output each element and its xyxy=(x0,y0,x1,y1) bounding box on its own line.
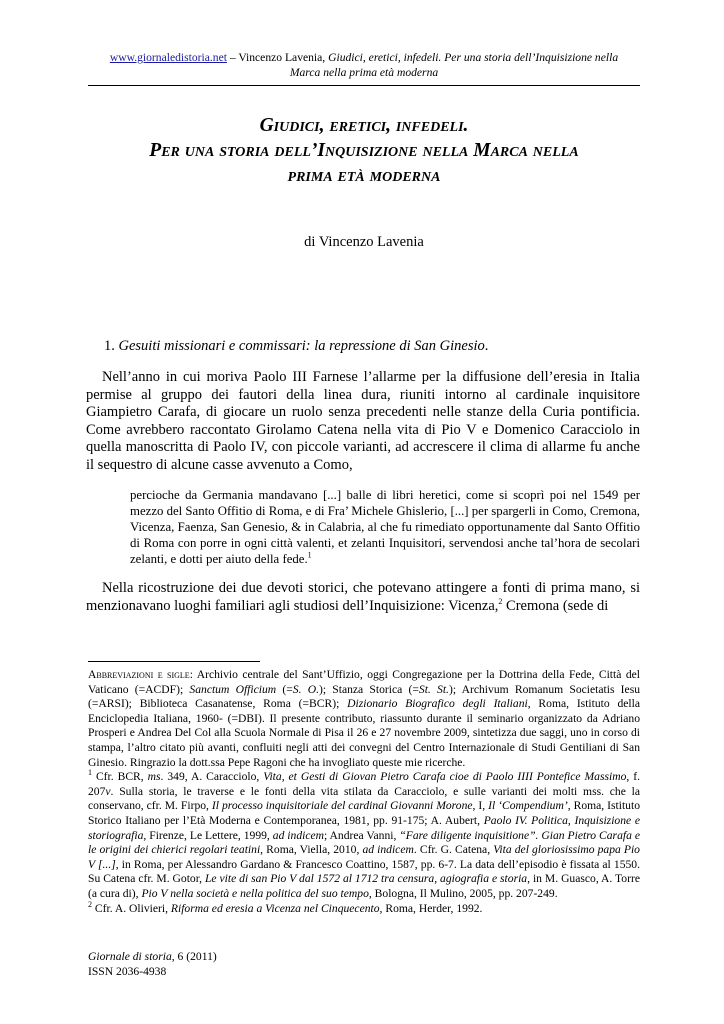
running-header xyxy=(88,50,640,80)
running-head-author: Vincenzo Lavenia, xyxy=(238,51,329,64)
section-heading: 1. Gesuiti missionari e commissari: la repressione di San Ginesio. xyxy=(104,338,489,354)
journal-website-link[interactable]: www.giornaledistoria.net xyxy=(109,51,227,64)
footnote-abbreviations: Abbreviazioni e sigle: Archivio centrale del Sant’Uffizio, oggi Congregazione per la Dottrina della Fede, Città del Vaticano (=ACDF); Sanctum Officium (=S. O.); Stanza Storica (=St. St.); Archivum Romanum Societatis Iesu (=ARSI); Biblioteca Casanatense, Roma (=BCR); Dizionario Biografico degli Italiani, Roma, Istituto della Enciclopedia Italiana, 1960- (=DBI). Il presente contributo, riassunto durante il seminario organizzato da Adriano Prosperi e Andrea Del Col alla Scuola Normale di Pisa il 26 e 27 novembre 2009, sintetizza due saggi, uno in corso di stampa, l’altro citato più avanti, confluiti negli atti dei convegni del Centro Internazionale di Studi Gentiliani di San Ginesio. Ringrazio la dott.ssa Pepe Ragoni che ha invogliato queste mie ricerche. xyxy=(88,668,641,769)
running-head-dash: – xyxy=(226,51,239,64)
section-number: 1. xyxy=(104,338,119,354)
abbreviations-label: Abbreviazioni e sigle xyxy=(88,668,190,681)
footnote-number: 1 xyxy=(88,768,92,778)
footnote-2: $^2$ Cfr. A. Olivieri, Riforma ed eresia a Vicenza nel Cinquecento, Roma, Herder, 1992. xyxy=(88,899,483,915)
body-paragraph-2: Nella ricostruzione dei due devoti storici, che potevano attingere a fonti di prima mano, si menzionavano luoghi familiari agli studiosi dell’Inquisizione: Vicenza,$^2$ Cremona (sede di xyxy=(86,580,640,614)
running-head-title-line2: Marca nella prima età moderna xyxy=(289,66,439,79)
footnote-divider xyxy=(88,661,260,662)
journal-footer xyxy=(88,950,388,979)
footnote-ref-1[interactable]: 1 xyxy=(307,550,312,560)
article-title xyxy=(88,113,640,188)
footnote-number: 2 xyxy=(88,899,92,909)
running-head-title-line1: Giudici, eretici, infedeli. Per una storia dell’Inquisizione nella xyxy=(328,51,619,64)
header-divider xyxy=(88,85,640,86)
journal-issn: ISSN 2036-4938 xyxy=(88,964,167,978)
quote-text: percioche da Germania mandavano [...] balle di libri heretici, come si scoprì poi nel 1549 per mezzo del Santo Offitio di Roma, e di Fra’ Michele Ghislerio, [...] per spargerli in Como, Cremona, Vicenza, Faenza, San Genesio, & in Calabria, al che fu rimediato opportunamente dal Santo Offitio di Roma con porre in ogni città valenti, et zelanti Inquisitori, servendosi anche tal’hora de secolari zelanti, e dotti per aiuto della fede. xyxy=(130,488,640,566)
block-quote xyxy=(130,487,640,567)
title-line-3: prima età moderna xyxy=(287,165,441,186)
author-byline: di Vincenzo Lavenia xyxy=(304,234,424,250)
footnote-ref-2[interactable]: 2 xyxy=(498,596,503,606)
body-paragraph-1: Nell’anno in cui moriva Paolo III Farnese l’allarme per la diffusione dell’eresia in Italia permise al gruppo dei fautori della linea dura, riuniti intorno al cardinale inquisitore Giampietro Carafa, di giocare un ruolo senza precedenti nelle stanze della Curia pontificia. Come avrebbero raccontato Girolamo Catena nella vita di Pio V e Domenico Caracciolo in quella manoscritta di Paolo IV, con piccole varianti, ad accrescere il clima di allarme fu anche il sequestro di alcune casse avvenuto a Como, xyxy=(86,369,640,473)
title-line-1: Giudici, eretici, infedeli. xyxy=(259,115,469,136)
footnote-1: $^1$ Cfr. BCR, ms. 349, A. Caracciolo, Vita, et Gesti di Giovan Pietro Carafa cioe di Paolo IIII Pontefice Massimo, f. 207v. Sulla storia, le traverse e le fonti della vita stilata da Caracciolo, e sulle varianti dei molti mss. che la conservano, cfr. M. Firpo, Il processo inquisitoriale del cardinal Giovanni Morone, I, Il ‘Compendium’, Roma, Istituto Storico Italiano per l’Età Moderna e Contemporanea, 1981, pp. 91-175; A. Aubert, Paolo IV. Politica, Inquisizione e storiografia, Firenze, Le Lettere, 1999, ad indicem; Andrea Vanni, “Fare diligente inquisitione”. Gian Pietro Carafa e le origini dei chierici regolari teatini, Roma, Viella, 2010, ad indicem. Cfr. G. Catena, Vita del gloriosissimo papa Pio V [...], in Roma, per Alessandro Gardano & Francesco Coattino, 1587, pp. 6-7. La data dell’episodio è fissata al 1550. Su Catena cfr. M. Gotor, Le vite di san Pio V dal 1572 al 1712 tra censura, agiografia e storia, in M. Guasco, A. Torre (a cura di), Pio V nella società e nella politica del suo tempo, Bologna, Il Mulino, 2005, pp. 207-249. xyxy=(88,768,641,900)
section-title: Gesuiti missionari e commissari: la repressione di San Ginesio xyxy=(118,338,485,354)
title-line-2: Per una storia dell’Inquisizione nella Marca nella xyxy=(149,140,579,161)
journal-name: Giornale di storia xyxy=(88,950,172,963)
journal-issue: , 6 (2011) xyxy=(171,950,217,963)
footnotes xyxy=(88,668,640,916)
